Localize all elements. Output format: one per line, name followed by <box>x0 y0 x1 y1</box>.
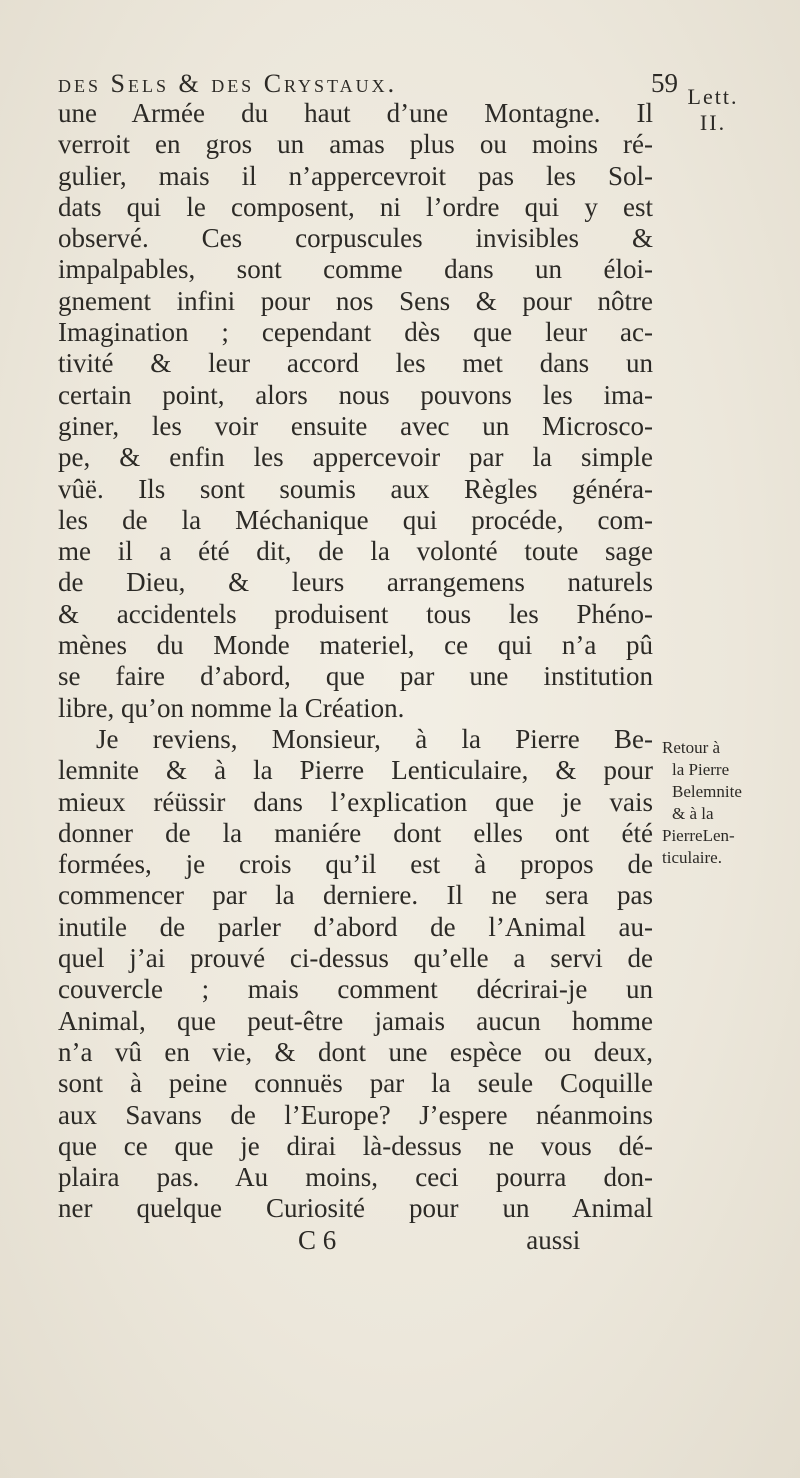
text-line: se faire d’abord, que par une institution <box>58 661 653 692</box>
text-line: Animal, que peut-être jamais aucun homme <box>58 1005 653 1036</box>
margin-retour-line: ticulaire. <box>662 848 722 867</box>
text-line: Imagination ; cependant dès que leur ac- <box>58 317 653 348</box>
margin-note-letter <box>668 84 758 136</box>
running-title: des Sels & des Crystaux. <box>58 69 398 98</box>
text-line: tivité & leur accord les met dans un <box>58 348 653 379</box>
text-line: observé. Ces corpuscules invisibles & <box>58 223 653 254</box>
text-line: pe, & enfin les appercevoir par la simple <box>58 442 653 473</box>
text-line: plaira pas. Au moins, ceci pourra don- <box>58 1162 653 1193</box>
page-number: 59 <box>651 68 678 98</box>
margin-retour-line: Retour à <box>662 738 721 757</box>
text-line: gulier, mais il n’appercevroit pas les Sol- <box>58 160 653 191</box>
text-line: mieux réüssir dans l’explication que je vais <box>58 786 653 817</box>
text-line: que ce que je dirai là-dessus ne vous dé- <box>58 1130 653 1161</box>
margin-letter-label: Lett. <box>687 84 739 109</box>
text-line: de Dieu, & leurs arrangemens naturels <box>58 567 653 598</box>
text-line: dats qui le composent, ni l’ordre qui y est <box>58 191 653 222</box>
margin-retour-line: & à la <box>672 804 714 823</box>
text-line: formées, je crois qu’il est à propos de <box>58 849 653 880</box>
text-line: me il a été dit, de la volonté toute sage <box>58 536 653 567</box>
catchword: aussi <box>526 1224 581 1255</box>
text-line: n’a vû en vie, & dont une espèce ou deux, <box>58 1036 653 1067</box>
text-line: commencer par la derniere. Il ne sera pas <box>58 880 653 911</box>
text-line: couvercle ; mais comment décrirai-je un <box>58 974 653 1005</box>
body-text <box>58 98 653 1256</box>
signature-mark: C 6 <box>298 1224 337 1255</box>
text-line: une Armée du haut d’une Montagne. Il <box>58 98 653 128</box>
text-line: donner de la maniére dont elles ont été <box>58 817 653 848</box>
text-line: certain point, alors nous pouvons les ima- <box>58 379 653 410</box>
text-line: inutile de parler d’abord de l’Animal au- <box>58 911 653 942</box>
margin-letter-number: II. <box>699 110 727 135</box>
text-line: mènes du Monde materiel, ce qui n’a pû <box>58 630 653 661</box>
text-line: quel j’ai prouvé ci-dessus qu’elle a servi de <box>58 943 653 974</box>
footer-line <box>58 1225 653 1256</box>
text-line: ner quelque Curiosité pour un Animal <box>58 1193 653 1224</box>
text-line: lemnite & à la Pierre Lenticulaire, & pour <box>58 755 653 786</box>
margin-retour-line: la Pierre <box>672 760 730 779</box>
margin-retour-line: Belemnite <box>672 782 742 801</box>
text-line: gnement infini pour nos Sens & pour nôtre <box>58 285 653 316</box>
text-line: verroit en gros un amas plus ou moins ré- <box>58 129 653 160</box>
text-line: aux Savans de l’Europe? J’espere néanmoins <box>58 1099 653 1130</box>
text-line: sont à peine connuës par la seule Coquille <box>58 1068 653 1099</box>
text-line: impalpables, sont comme dans un éloi- <box>58 254 653 285</box>
text-line: & accidentels produisent tous les Phéno- <box>58 598 653 629</box>
text-line: vûë. Ils sont soumis aux Règles généra- <box>58 473 653 504</box>
text-line: giner, les voir ensuite avec un Microsco- <box>58 410 653 441</box>
text-line: les de la Méchanique qui procéde, com- <box>58 504 653 535</box>
text-line: Je reviens, Monsieur, à la Pierre Be- <box>96 723 653 754</box>
margin-note-retour <box>662 737 782 869</box>
text-line: libre, qu’on nomme la Création. <box>58 692 405 723</box>
margin-retour-line: PierreLen- <box>662 826 735 845</box>
